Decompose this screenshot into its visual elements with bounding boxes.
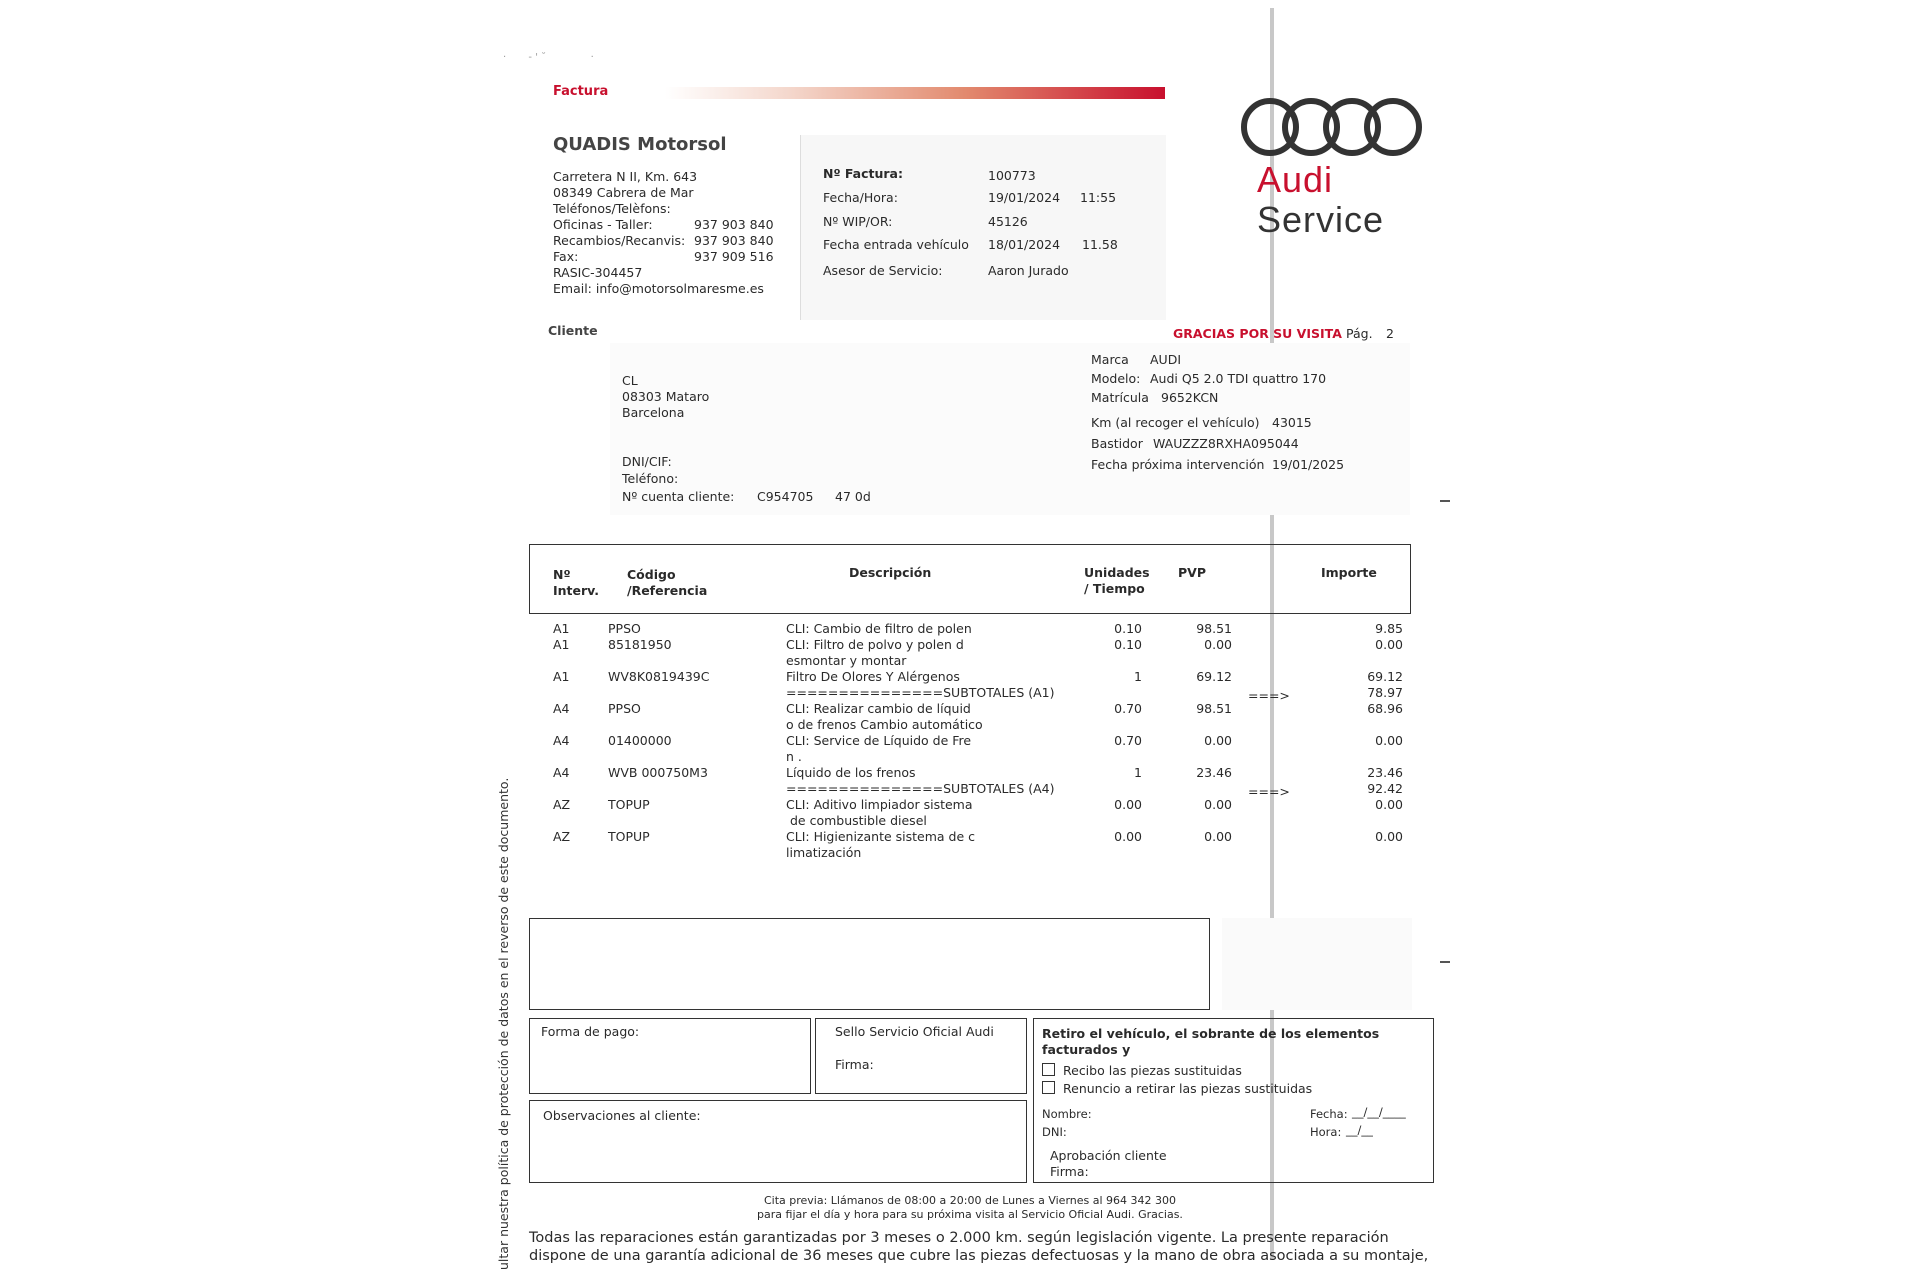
vehicle-km: 43015 <box>1272 415 1312 430</box>
row-interv: AZ <box>553 829 571 844</box>
retire-date-blank: __/__/____ <box>1352 1105 1406 1119</box>
received-checkbox[interactable] <box>1042 1063 1055 1076</box>
row-units: 0.00 <box>1114 797 1142 812</box>
subtotal-arrow: ===> <box>1248 784 1290 799</box>
row-amount: 0.00 <box>1375 637 1403 652</box>
service-wordmark: Service <box>1257 199 1385 240</box>
row-desc-cont: o de frenos Cambio automático <box>786 717 983 732</box>
row-code: WVB 000750M3 <box>608 765 708 780</box>
row-units: 1 <box>1134 669 1142 684</box>
row-amount: 0.00 <box>1375 829 1403 844</box>
client-phone-label: Teléfono: <box>622 471 679 486</box>
option-renounce[interactable] <box>1042 1081 1312 1097</box>
row-desc: CLI: Realizar cambio de líquid <box>786 701 971 716</box>
invoice-wip-label: Nº WIP/OR: <box>823 214 893 229</box>
warranty-line-1: Todas las reparaciones están garantizadas por 3 meses o 2.000 km. según legislación vigente. La presente reparación <box>529 1230 1389 1246</box>
vehicle-plate: 9652KCN <box>1161 390 1219 405</box>
vehicle-vin-label: Bastidor <box>1091 436 1143 451</box>
header-gradient-bar <box>665 87 1165 99</box>
table-row <box>0 733 1920 765</box>
dealer-offices-phone: 937 903 840 <box>694 217 774 232</box>
client-account-value: C954705 <box>757 489 814 504</box>
invoice-entry-label: Fecha entrada vehículo <box>823 237 969 252</box>
row-desc-cont: n . <box>786 749 802 764</box>
retire-title-1: Retiro el vehículo, el sobrante de los elementos <box>1042 1026 1380 1041</box>
audi-rings-logo <box>1238 92 1428 162</box>
retire-time-blank: __/__ <box>1346 1123 1373 1137</box>
row-amount: 0.00 <box>1375 733 1403 748</box>
dealer-phones-label: Teléfonos/Telèfons: <box>553 201 671 216</box>
col-units-1: Unidades <box>1084 565 1150 580</box>
option-received[interactable] <box>1042 1063 1242 1079</box>
row-units: 0.70 <box>1114 701 1142 716</box>
dealer-parts-label: Recambios/Recanvis: <box>553 233 686 248</box>
row-desc-cont: de combustible diesel <box>786 813 927 828</box>
row-amount: 69.12 <box>1367 669 1403 684</box>
appointment-line-1: Cita previa: Llámanos de 08:00 a 20:00 de Lunes a Viernes al 964 342 300 <box>763 1194 1177 1207</box>
dealer-name: QUADIS Motorsol <box>553 134 727 155</box>
retire-dni-label: DNI: <box>1042 1125 1067 1139</box>
warranty-line-2: dispone de una garantía adicional de 36 meses que cubre las piezas defectuosas y la mano de obra asociada a su montaje, <box>529 1248 1429 1264</box>
notes-shade <box>1222 918 1412 1010</box>
notes-box <box>529 918 1210 1010</box>
subtotal-row <box>0 781 1920 797</box>
invoice-advisor-label: Asesor de Servicio: <box>823 263 943 278</box>
table-row <box>0 797 1920 829</box>
col-amount: Importe <box>1321 565 1377 580</box>
row-code: PPSO <box>608 701 641 716</box>
table-row <box>0 765 1920 781</box>
col-interv-1: Nº <box>553 567 571 582</box>
invoice-number: 100773 <box>988 168 1036 183</box>
table-row <box>0 669 1920 685</box>
subtotal-amount: 92.42 <box>1367 781 1403 796</box>
stamp-signature-label: Firma: <box>835 1057 874 1072</box>
row-units: 1 <box>1134 765 1142 780</box>
col-units-2: / Tiempo <box>1084 581 1145 596</box>
vehicle-next-date: 19/01/2025 <box>1272 457 1345 472</box>
vehicle-brand: AUDI <box>1150 352 1182 367</box>
row-pvp: 0.00 <box>1204 637 1232 652</box>
received-label: Recibo las piezas sustituidas <box>1063 1063 1242 1078</box>
stamp-label: Sello Servicio Oficial Audi <box>835 1024 994 1039</box>
row-amount: 0.00 <box>1375 797 1403 812</box>
renounce-checkbox[interactable] <box>1042 1081 1055 1094</box>
appointment-line-2: para fijar el día y hora para su próxima visita al Servicio Oficial Audi. Gracias. <box>757 1208 1183 1221</box>
client-account-label: Nº cuenta cliente: <box>622 489 735 504</box>
subtotal-label: ===============SUBTOTALES (A1) <box>786 685 1055 700</box>
payment-label: Forma de pago: <box>541 1024 640 1039</box>
client-account-suffix: 47 0d <box>835 489 871 504</box>
scan-specks: · - ' ˘ · <box>503 52 594 63</box>
client-partial-line: CL <box>622 373 638 388</box>
approval-label: Aprobación cliente <box>1050 1148 1167 1163</box>
renounce-label: Renuncio a retirar las piezas sustituidas <box>1063 1081 1313 1096</box>
row-pvp: 69.12 <box>1196 669 1232 684</box>
subtotal-amount: 78.97 <box>1367 685 1403 700</box>
row-desc: CLI: Higienizante sistema de c <box>786 829 976 844</box>
invoice-number-label: Nº Factura: <box>823 166 903 181</box>
row-interv: AZ <box>553 797 571 812</box>
row-interv: A1 <box>553 621 570 636</box>
approval-signature-label: Firma: <box>1050 1164 1089 1179</box>
client-province: Barcelona <box>622 405 685 420</box>
row-interv: A4 <box>553 733 570 748</box>
side-privacy-note: ultar nuestra política de protección de datos en el reverso de este documento. <box>496 777 511 1270</box>
row-interv: A4 <box>553 701 570 716</box>
row-desc: CLI: Aditivo limpiador sistema <box>786 797 973 812</box>
row-code: WV8K0819439C <box>608 669 710 684</box>
table-row <box>0 621 1920 637</box>
vehicle-brand-label: Marca <box>1091 352 1129 367</box>
vehicle-vin: WAUZZZ8RXHA095044 <box>1153 436 1299 451</box>
observations-label: Observaciones al cliente: <box>543 1108 701 1123</box>
retire-time-label: Hora: <box>1310 1125 1342 1139</box>
col-pvp: PVP <box>1178 565 1206 580</box>
table-row <box>0 829 1920 861</box>
vehicle-plate-label: Matrícula <box>1091 390 1149 405</box>
client-label: Cliente <box>548 323 598 338</box>
row-code: PPSO <box>608 621 641 636</box>
row-desc: Filtro De Olores Y Alérgenos <box>786 669 960 684</box>
dealer-fax-label: Fax: <box>553 249 579 264</box>
client-dni-label: DNI/CIF: <box>622 454 672 469</box>
row-desc: Líquido de los frenos <box>786 765 916 780</box>
invoice-advisor: Aaron Jurado <box>988 263 1069 278</box>
row-code: 85181950 <box>608 637 672 652</box>
invoice-datetime-label: Fecha/Hora: <box>823 190 898 205</box>
table-row <box>0 701 1920 733</box>
margin-mark <box>1440 500 1450 502</box>
invoice-time: 11:55 <box>1080 190 1117 205</box>
row-code: TOPUP <box>608 797 650 812</box>
row-pvp: 0.00 <box>1204 797 1232 812</box>
subtotal-arrow: ===> <box>1248 688 1290 703</box>
row-desc: CLI: Filtro de polvo y polen d <box>786 637 964 652</box>
retire-name-label: Nombre: <box>1042 1107 1092 1121</box>
row-pvp: 23.46 <box>1196 765 1232 780</box>
row-interv: A1 <box>553 637 570 652</box>
dealer-fax: 937 909 516 <box>694 249 774 264</box>
table-row <box>0 637 1920 669</box>
retire-date-label: Fecha: <box>1310 1107 1348 1121</box>
page-label: Pág. <box>1346 326 1373 341</box>
row-desc: CLI: Service de Líquido de Fre <box>786 733 972 748</box>
client-city: 08303 Mataro <box>622 389 710 404</box>
row-desc: CLI: Cambio de filtro de polen <box>786 621 972 636</box>
row-interv: A1 <box>553 669 570 684</box>
row-pvp: 98.51 <box>1196 621 1232 636</box>
document-type-label: Factura <box>553 84 609 99</box>
col-code-1: Código <box>627 567 676 582</box>
row-amount: 68.96 <box>1367 701 1403 716</box>
row-interv: A4 <box>553 765 570 780</box>
retire-title-2: facturados y <box>1042 1042 1131 1057</box>
dealer-address1: Carretera N II, Km. 643 <box>553 169 698 184</box>
dealer-email: Email: info@motorsolmaresme.es <box>553 281 764 296</box>
dealer-rasic: RASIC-304457 <box>553 265 643 280</box>
col-interv-2: Interv. <box>553 583 600 598</box>
vehicle-next-label: Fecha próxima intervención <box>1091 457 1265 472</box>
dealer-address2: 08349 Cabrera de Mar <box>553 185 694 200</box>
vehicle-model-label: Modelo: <box>1091 371 1141 386</box>
dealer-parts-phone: 937 903 840 <box>694 233 774 248</box>
row-pvp: 0.00 <box>1204 829 1232 844</box>
row-desc-cont: esmontar y montar <box>786 653 907 668</box>
row-pvp: 98.51 <box>1196 701 1232 716</box>
thanks-message: GRACIAS POR SU VISITA <box>1173 326 1342 341</box>
row-desc-cont: limatización <box>786 845 862 860</box>
margin-mark <box>1440 961 1450 963</box>
invoice-wip: 45126 <box>988 214 1028 229</box>
col-code-2: /Referencia <box>627 583 708 598</box>
row-units: 0.10 <box>1114 621 1142 636</box>
row-units: 0.00 <box>1114 829 1142 844</box>
row-units: 0.70 <box>1114 733 1142 748</box>
page-number: 2 <box>1386 326 1394 341</box>
vehicle-model: Audi Q5 2.0 TDI quattro 170 <box>1150 371 1327 386</box>
row-code: TOPUP <box>608 829 650 844</box>
row-pvp: 0.00 <box>1204 733 1232 748</box>
row-code: 01400000 <box>608 733 672 748</box>
invoice-entry-date: 18/01/2024 <box>988 237 1061 252</box>
row-units: 0.10 <box>1114 637 1142 652</box>
invoice-entry-time: 11.58 <box>1082 237 1118 252</box>
row-amount: 9.85 <box>1375 621 1403 636</box>
dealer-offices-label: Oficinas - Taller: <box>553 217 653 232</box>
vehicle-km-label: Km (al recoger el vehículo) <box>1091 415 1260 430</box>
subtotal-label: ===============SUBTOTALES (A4) <box>786 781 1055 796</box>
row-amount: 23.46 <box>1367 765 1403 780</box>
invoice-date: 19/01/2024 <box>988 190 1061 205</box>
audi-wordmark: Audi <box>1257 159 1334 200</box>
subtotal-row <box>0 685 1920 701</box>
col-description: Descripción <box>849 565 932 580</box>
